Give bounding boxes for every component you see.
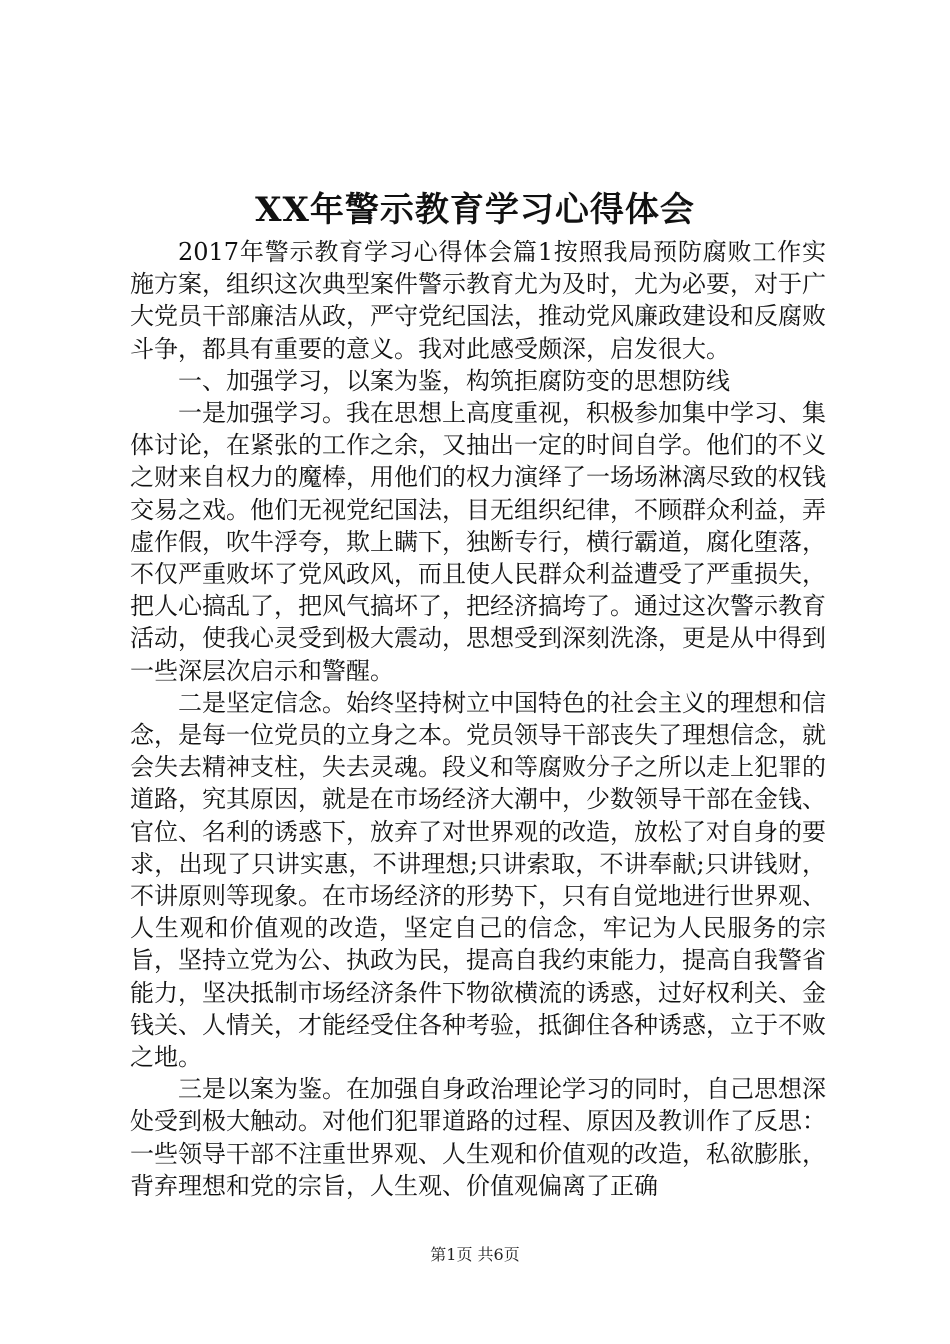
section-heading-1: 一、加强学习，以案为鉴，构筑拒腐防变的思想防线 <box>178 366 730 395</box>
page-number-footer: 第1页 共6页 <box>430 1245 520 1264</box>
paragraph-lesson: 三是以案为鉴。在加强自身政治理论学习的同时，自己思想深处受到极大触动。对他们犯罪道路的过程、原因及教训作了反思：一些领导干部不注重世界观、人生观和价值观的改造，私欲膨胀，背弃理想和党的宗旨，人生观、价值观偏离了正确 <box>130 1075 826 1200</box>
paragraph-belief: 二是坚定信念。始终坚持树立中国特色的社会主义的理想和信念，是每一位党员的立身之本。党员领导干部丧失了理想信念，就会失去精神支柱，失去灵魂。段义和等腐败分子之所以走上犯罪的道路，究其原因，就是在市场经济大潮中，少数领导干部在金钱、官位、名利的诱惑下，放弃了对世界观的改造，放松了对自身的要求，出现了只讲实惠，不讲理想;只讲索取，不讲奉献;只讲钱财，不讲原则等现象。在市场经济的形势下，只有自觉地进行世界观、人生观和价值观的改造，坚定自己的信念，牢记为人民服务的宗旨，坚持立党为公、执政为民，提高自我约束能力，提高自我警省能力，坚决抵制市场经济条件下物欲横流的诱惑，过好权利关、金钱关、人情关，才能经受住各种考验，抵御住各种诱惑，立于不败之地。 <box>130 688 826 1072</box>
paragraph-intro: 2017年警示教育学习心得体会篇1按照我局预防腐败工作实施方案，组织这次典型案件警示教育尤为及时，尤为必要，对于广大党员干部廉洁从政，严守党纪国法，推动党风廉政建设和反腐败斗争，都具有重要的意义。我对此感受颇深，启发很大。 <box>130 238 826 363</box>
paragraph-study: 一是加强学习。我在思想上高度重视，积极参加集中学习、集体讨论，在紧张的工作之余，又抽出一定的时间自学。他们的不义之财来自权力的魔棒，用他们的权力演绎了一场场淋漓尽致的权钱交易之戏。他们无视党纪国法，目无组织纪律，不顾群众利益，弄虚作假，吹牛浮夸，欺上瞒下，独断专行，横行霸道，腐化堕落，不仅严重败坏了党风政风，而且使人民群众利益遭受了严重损失，把人心搞乱了，把风气搞坏了，把经济搞垮了。通过这次警示教育活动，使我心灵受到极大震动，思想受到深刻洗涤，更是从中得到一些深层次启示和警醒。 <box>130 399 826 685</box>
document-title: XX年警示教育学习心得体会 <box>255 190 695 230</box>
document-body <box>130 236 826 1202</box>
